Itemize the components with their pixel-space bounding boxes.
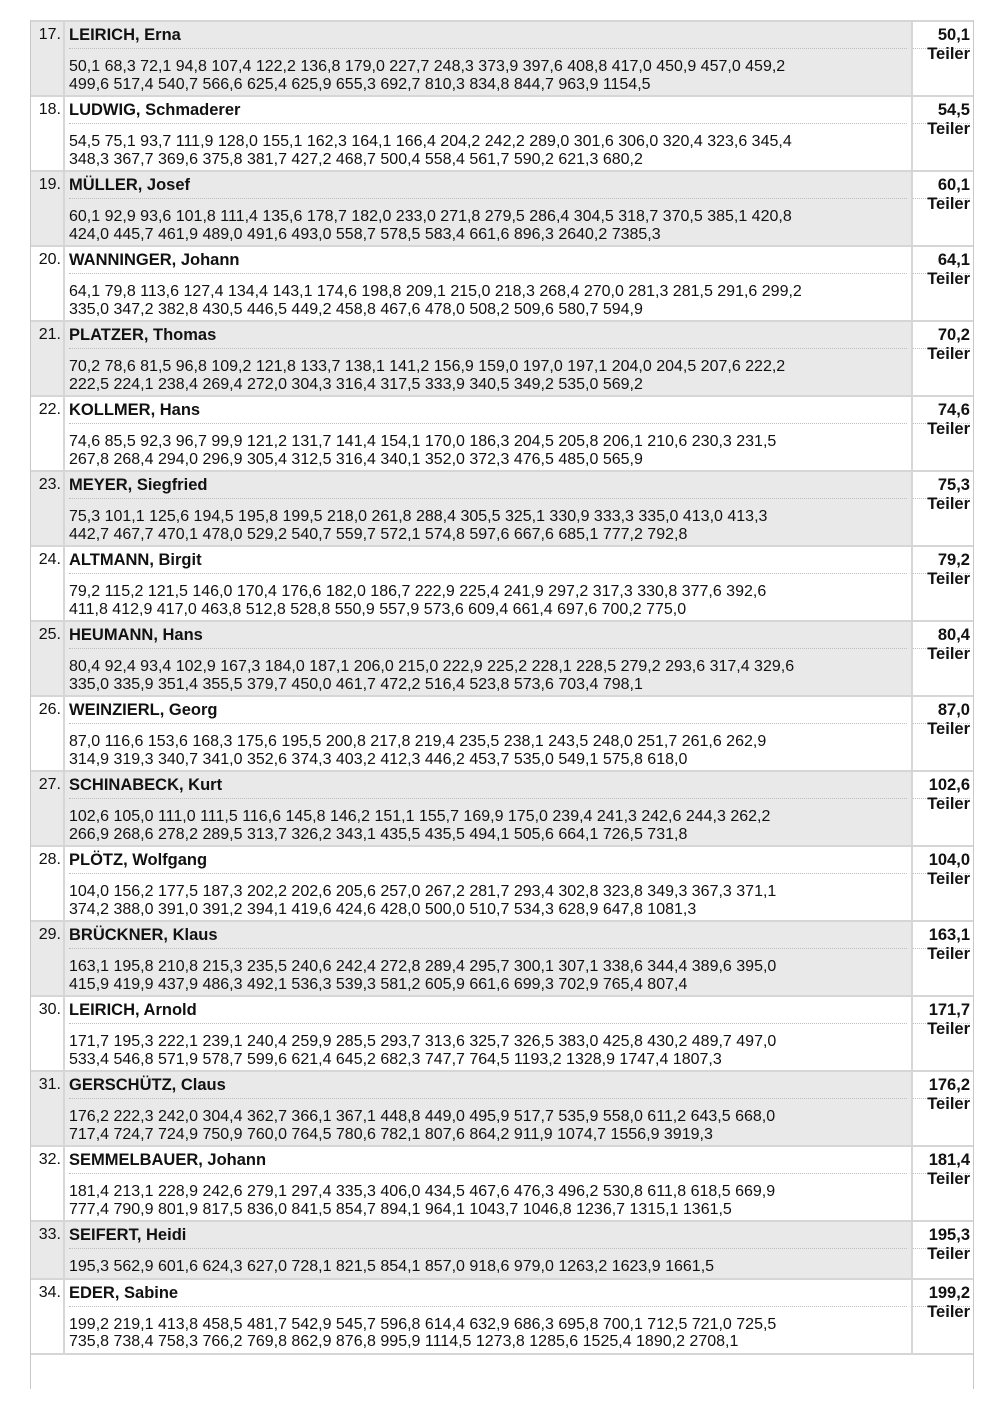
shot-values-line-1: 64,1 79,8 113,6 127,4 134,4 143,1 174,6 198,8 209,1 215,0 218,3 268,4 270,0 281,3 281,5 291,6 299,2 [69,283,802,300]
shot-values [69,1249,907,1278]
teiler-unit-label: Teiler [927,795,970,813]
result-body [65,772,913,845]
rank-number: 33. [31,1222,65,1278]
best-result [913,622,973,695]
result-row [31,95,973,170]
teiler-unit-label: Teiler [927,645,970,663]
result-body [65,97,913,170]
best-teiler-value: 64,1 [913,251,970,274]
teiler-unit-label: Teiler [927,120,970,138]
result-body [65,397,913,470]
shooter-name: BRÜCKNER, Klaus [69,926,907,949]
shot-values [69,49,907,95]
best-result [913,1280,973,1353]
rank-number: 17. [31,22,65,95]
teiler-unit-label: Teiler [927,1020,970,1038]
shot-values-line-1: 104,0 156,2 177,5 187,3 202,2 202,6 205,6 257,0 267,2 281,7 293,4 302,8 323,8 349,3 367,3 371,1 [69,883,777,900]
rank-number: 20. [31,247,65,320]
shot-values-line-1: 171,7 195,3 222,1 239,1 240,4 259,9 285,5 293,7 313,6 325,7 326,5 383,0 425,8 430,2 489,7 497,0 [69,1033,777,1050]
shooter-name: MÜLLER, Josef [69,176,907,199]
best-teiler-value: 74,6 [913,401,970,424]
shot-values-line-2: 222,5 224,1 238,4 269,4 272,0 304,3 316,4 317,5 333,9 340,5 349,2 535,0 569,2 [69,375,643,393]
teiler-unit-label: Teiler [927,1245,970,1263]
best-result [913,97,973,170]
result-row [31,695,973,770]
rank-number: 25. [31,622,65,695]
result-body [65,322,913,395]
result-body [65,1072,913,1145]
shooter-name: EDER, Sabine [69,1284,907,1307]
best-teiler-value: 87,0 [913,701,970,724]
best-result [913,1072,973,1145]
shot-values-line-2: 314,9 319,3 340,7 341,0 352,6 374,3 403,2 412,3 446,2 453,7 535,0 549,1 575,8 618,0 [69,750,688,768]
teiler-unit-label: Teiler [927,570,970,588]
rank-number: 29. [31,922,65,995]
result-body [65,1222,913,1278]
shot-values-line-1: 195,3 562,9 601,6 624,3 627,0 728,1 821,5 854,1 857,0 918,6 979,0 1263,2 1623,9 1661,5 [69,1258,715,1275]
best-teiler-value: 70,2 [913,326,970,349]
shot-values-line-1: 75,3 101,1 125,6 194,5 195,8 199,5 218,0 261,8 288,4 305,5 325,1 330,9 333,3 335,0 413,0 413,3 [69,508,768,525]
best-teiler-value: 80,4 [913,626,970,649]
shot-values-line-2: 735,8 738,4 758,3 766,2 769,8 862,9 876,8 995,9 1114,5 1273,8 1285,6 1525,4 1890,2 2708,1 [69,1333,739,1350]
result-row [31,395,973,470]
best-teiler-value: 176,2 [913,1076,970,1099]
shot-values [69,799,907,845]
result-row [31,1145,973,1220]
result-body [65,22,913,95]
shot-values-line-2: 335,0 347,2 382,8 430,5 446,5 449,2 458,8 467,6 478,0 508,2 509,6 580,7 594,9 [69,300,643,318]
best-result [913,397,973,470]
shooter-name: WANNINGER, Johann [69,251,907,274]
shot-values [69,199,907,245]
teiler-unit-label: Teiler [927,195,970,213]
rank-number: 30. [31,997,65,1070]
rank-number: 22. [31,397,65,470]
result-row [31,470,973,545]
result-row [31,995,973,1070]
shot-values [69,649,907,695]
shot-values-line-1: 50,1 68,3 72,1 94,8 107,4 122,2 136,8 179,0 227,7 248,3 373,9 397,6 408,8 417,0 450,9 457,0 459,2 [69,58,786,75]
result-body [65,472,913,545]
shot-values-line-2: 499,6 517,4 540,7 566,6 625,4 625,9 655,3 692,7 810,3 834,8 844,7 963,9 1154,5 [69,75,651,93]
result-row [31,170,973,245]
best-teiler-value: 54,5 [913,101,970,124]
shot-values-line-1: 176,2 222,3 242,0 304,4 362,7 366,1 367,1 448,8 449,0 495,9 517,7 535,9 558,0 611,2 643,5 668,0 [69,1108,776,1125]
result-row [31,845,973,920]
shot-values-line-1: 80,4 92,4 93,4 102,9 167,3 184,0 187,1 206,0 215,0 222,9 225,2 228,1 228,5 279,2 293,6 317,4 329,6 [69,658,795,675]
result-body [65,247,913,320]
shot-values-line-2: 717,4 724,7 724,9 750,9 760,0 764,5 780,6 782,1 807,6 864,2 911,9 1074,7 1556,9 3919,3 [69,1125,713,1143]
best-result [913,322,973,395]
teiler-unit-label: Teiler [927,945,970,963]
best-teiler-value: 79,2 [913,551,970,574]
best-result [913,697,973,770]
shooter-name: KOLLMER, Hans [69,401,907,424]
best-result [913,22,973,95]
shot-values-line-1: 181,4 213,1 228,9 242,6 279,1 297,4 335,3 406,0 434,5 467,6 476,3 496,2 530,8 611,8 618,5 669,9 [69,1183,776,1200]
shot-values [69,574,907,620]
shot-values-line-2: 374,2 388,0 391,0 391,2 394,1 419,6 424,6 428,0 500,0 510,7 534,3 628,9 647,8 1081,3 [69,900,697,918]
result-row [31,1070,973,1145]
shooter-name: LUDWIG, Schmaderer [69,101,907,124]
shot-values [69,1024,907,1070]
result-row [31,245,973,320]
shot-values-line-2: 442,7 467,7 470,1 478,0 529,2 540,7 559,7 572,1 574,8 597,6 667,6 685,1 777,2 792,8 [69,525,688,543]
shooter-name: LEIRICH, Arnold [69,1001,907,1024]
shot-values [69,274,907,320]
best-teiler-value: 171,7 [913,1001,970,1024]
shot-values [69,1099,907,1145]
result-row [31,770,973,845]
rank-number: 26. [31,697,65,770]
shot-values-line-2: 424,0 445,7 461,9 489,0 491,6 493,0 558,7 578,5 583,4 661,6 896,3 2640,2 7385,3 [69,225,661,243]
shot-values [69,124,907,170]
shooter-name: HEUMANN, Hans [69,626,907,649]
result-body [65,622,913,695]
best-result [913,922,973,995]
teiler-unit-label: Teiler [927,420,970,438]
rank-number: 18. [31,97,65,170]
shot-values-line-2: 267,8 268,4 294,0 296,9 305,4 312,5 316,4 340,1 352,0 372,3 476,5 485,0 565,9 [69,450,643,468]
teiler-unit-label: Teiler [927,270,970,288]
shooter-name: MEYER, Siegfried [69,476,907,499]
shot-values-line-2: 266,9 268,6 278,2 289,5 313,7 326,2 343,1 435,5 435,5 494,1 505,6 664,1 726,5 731,8 [69,825,688,843]
best-teiler-value: 195,3 [913,1226,970,1249]
shot-values-line-1: 163,1 195,8 210,8 215,3 235,5 240,6 242,4 272,8 289,4 295,7 300,1 307,1 338,6 344,4 389,6 395,0 [69,958,777,975]
rank-number: 23. [31,472,65,545]
result-body [65,1280,913,1353]
result-row [31,1278,973,1353]
rank-number: 34. [31,1280,65,1353]
teiler-unit-label: Teiler [927,870,970,888]
best-result [913,997,973,1070]
best-teiler-value: 104,0 [913,851,970,874]
teiler-unit-label: Teiler [927,345,970,363]
best-teiler-value: 199,2 [913,1284,970,1307]
shooter-name: GERSCHÜTZ, Claus [69,1076,907,1099]
shooter-name: SEMMELBAUER, Johann [69,1151,907,1174]
best-result [913,247,973,320]
rank-number: 21. [31,322,65,395]
shooter-name: PLATZER, Thomas [69,326,907,349]
shot-values [69,1307,907,1353]
shot-values-line-2: 411,8 412,9 417,0 463,8 512,8 528,8 550,9 557,9 573,6 609,4 661,4 697,6 700,2 775,0 [69,600,687,618]
rank-number: 28. [31,847,65,920]
shot-values-line-1: 54,5 75,1 93,7 111,9 128,0 155,1 162,3 164,1 166,4 204,2 242,2 289,0 301,6 306,0 320,4 323,6 345,4 [69,133,792,150]
result-row [31,320,973,395]
result-row [31,920,973,995]
best-result [913,547,973,620]
shot-values-line-1: 70,2 78,6 81,5 96,8 109,2 121,8 133,7 138,1 141,2 156,9 159,0 197,0 197,1 204,0 204,5 207,6 222,2 [69,358,786,375]
shot-values-line-1: 199,2 219,1 413,8 458,5 481,7 542,9 545,7 596,8 614,4 632,9 686,3 695,8 700,1 712,5 721,0 725,5 [69,1315,777,1333]
result-row [31,20,973,95]
shot-values [69,724,907,770]
best-result [913,847,973,920]
result-row [31,1220,973,1278]
shot-values-line-2: 335,0 335,9 351,4 355,5 379,7 450,0 461,7 472,2 516,4 523,8 573,6 703,4 798,1 [69,675,643,693]
teiler-unit-label: Teiler [927,1170,970,1188]
shot-values [69,499,907,545]
shot-values-line-1: 87,0 116,6 153,6 168,3 175,6 195,5 200,8 217,8 219,4 235,5 238,1 243,5 248,0 251,7 261,6 262,9 [69,733,767,750]
rank-number: 19. [31,172,65,245]
teiler-unit-label: Teiler [927,1302,970,1321]
result-body [65,997,913,1070]
shot-values-line-1: 102,6 105,0 111,0 111,5 116,6 145,8 146,2 151,1 155,7 169,9 175,0 239,4 241,3 242,6 244,3 262,2 [69,808,771,825]
shot-values-line-2: 533,4 546,8 571,9 578,7 599,6 621,4 645,2 682,3 747,7 764,5 1193,2 1328,9 1747,4 1807,3 [69,1050,722,1068]
shot-values-line-2: 348,3 367,7 369,6 375,8 381,7 427,2 468,7 500,4 558,4 561,7 590,2 621,3 680,2 [69,150,643,168]
best-teiler-value: 60,1 [913,176,970,199]
teiler-unit-label: Teiler [927,720,970,738]
shooter-name: WEINZIERL, Georg [69,701,907,724]
best-teiler-value: 181,4 [913,1151,970,1174]
rank-number: 24. [31,547,65,620]
best-teiler-value: 163,1 [913,926,970,949]
shooter-name: PLÖTZ, Wolfgang [69,851,907,874]
shot-values [69,349,907,395]
best-teiler-value: 50,1 [913,26,970,49]
result-body [65,547,913,620]
shooter-name: LEIRICH, Erna [69,26,907,49]
shot-values-line-1: 74,6 85,5 92,3 96,7 99,9 121,2 131,7 141,4 154,1 170,0 186,3 204,5 205,8 206,1 210,6 230,3 231,5 [69,433,777,450]
shot-values [69,949,907,995]
rank-number: 32. [31,1147,65,1220]
rank-number: 31. [31,1072,65,1145]
shot-values-line-1: 60,1 92,9 93,6 101,8 111,4 135,6 178,7 182,0 233,0 271,8 279,5 286,4 304,5 318,7 370,5 385,1 420,8 [69,208,792,225]
shooter-name: ALTMANN, Birgit [69,551,907,574]
shot-values-line-2: 415,9 419,9 437,9 486,3 492,1 536,3 539,3 581,2 605,9 661,6 699,3 702,9 765,4 807,4 [69,975,688,993]
results-sheet [30,20,974,1389]
best-teiler-value: 75,3 [913,476,970,499]
result-list [31,20,973,1353]
shooter-name: SCHINABECK, Kurt [69,776,907,799]
shot-values [69,424,907,470]
teiler-unit-label: Teiler [927,495,970,513]
best-result [913,1222,973,1278]
best-result [913,172,973,245]
result-row [31,620,973,695]
result-body [65,847,913,920]
best-teiler-value: 102,6 [913,776,970,799]
best-result [913,772,973,845]
result-body [65,1147,913,1220]
rank-number: 27. [31,772,65,845]
shot-values-line-2: 777,4 790,9 801,9 817,5 836,0 841,5 854,7 894,1 964,1 1043,7 1046,8 1236,7 1315,1 1361,5 [69,1200,732,1218]
teiler-unit-label: Teiler [927,45,970,63]
result-body [65,172,913,245]
teiler-unit-label: Teiler [927,1095,970,1113]
result-body [65,697,913,770]
shot-values [69,1174,907,1220]
shot-values [69,874,907,920]
shot-values-line-1: 79,2 115,2 121,5 146,0 170,4 176,6 182,0 186,7 222,9 225,4 241,9 297,2 317,3 330,8 377,6 392,6 [69,583,767,600]
best-result [913,472,973,545]
page-footer-space [31,1353,973,1389]
best-result [913,1147,973,1220]
result-body [65,922,913,995]
result-row [31,545,973,620]
shooter-name: SEIFERT, Heidi [69,1226,907,1249]
